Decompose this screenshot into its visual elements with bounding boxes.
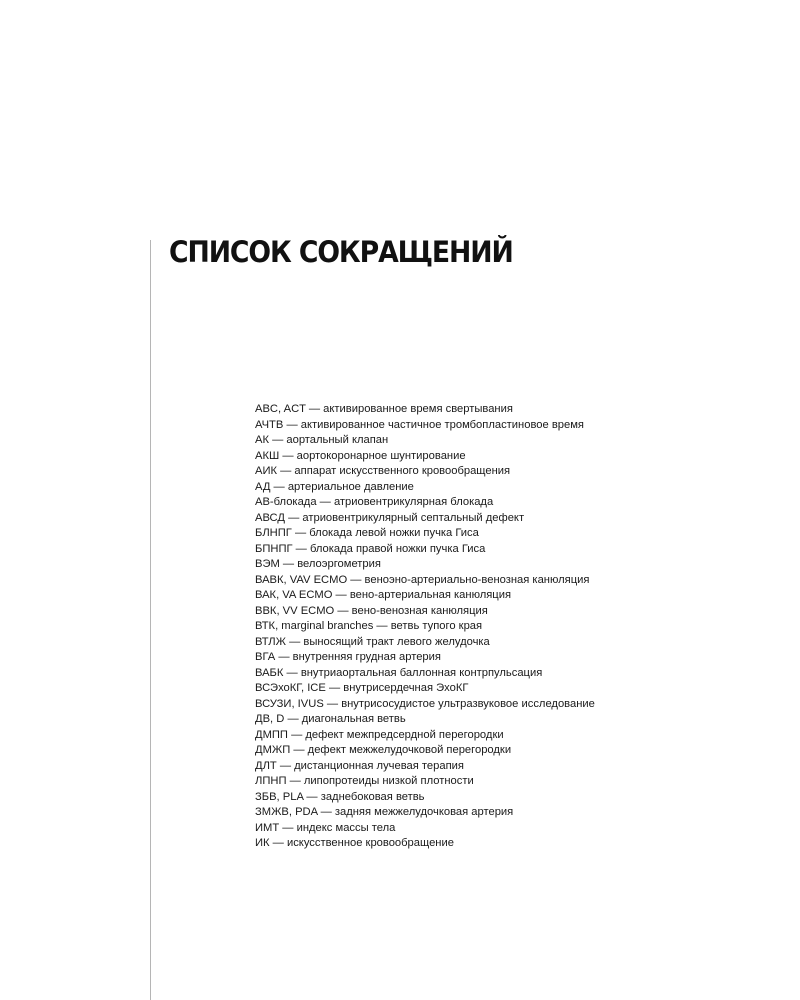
list-item: АД — артериальное давление xyxy=(255,480,414,493)
list-item: ДМПП — дефект межпредсердной перегородки xyxy=(255,728,504,741)
list-item: ВВК, VV ECMO — вено-венозная канюляция xyxy=(255,604,488,617)
list-item: ДЛТ — дистанционная лучевая терапия xyxy=(255,759,464,772)
list-item: АВ-блокада — атриовентрикулярная блокада xyxy=(255,496,494,508)
list-item: АИК — аппарат искусственного кровообращения xyxy=(255,465,511,477)
page-title: СПИСОК СОКРАЩЕНИЙ xyxy=(169,235,513,269)
list-item: ВАК, VA ECMO — вено-артериальная канюляция xyxy=(255,589,512,601)
list-item: ВАБК — внутриаортальная баллонная контрпульсация xyxy=(255,666,543,679)
list-item: ВАВК, VAV ECMO — веноэно-артериально-венозная канюляция xyxy=(255,573,590,586)
list-item: ДВ, D — диагональная ветвь xyxy=(255,713,406,725)
list-item: ВСУЗИ, IVUS — внутрисосудистое ультразвуковое исследование xyxy=(255,697,595,710)
list-item: ВЭМ — велоэргометрия xyxy=(255,558,381,570)
list-item: БЛНПГ — блокада левой ножки пучка Гиса xyxy=(255,527,479,539)
list-item: ABC, ACT — активированное время свертывания xyxy=(255,403,513,415)
list-item: ИК — искусственное кровообращение xyxy=(255,837,454,849)
list-item: АКШ — аортокоронарное шунтирование xyxy=(255,449,466,462)
abbreviation-list xyxy=(255,402,601,852)
list-item: ВСЭхоКГ, ICE — внутрисердечная ЭхоКГ xyxy=(255,682,469,694)
list-item: АВСД — атриовентрикулярный септальный дефект xyxy=(255,511,525,524)
list-item: ЛПНП — липопротеиды низкой плотности xyxy=(255,775,474,787)
list-item: АК — аортальный клапан xyxy=(255,434,389,446)
left-margin-rule xyxy=(150,240,151,1000)
list-item: ВГА — внутренняя грудная артерия xyxy=(255,651,441,663)
list-item: АЧТВ — активированное частичное тромбопластиновое время xyxy=(255,418,584,431)
list-item: ЗБВ, PLA — заднебоковая ветвь xyxy=(255,790,425,803)
list-item: ДМЖП — дефект межжелудочковой перегородки xyxy=(255,744,512,756)
list-item: ИМТ — индекс массы тела xyxy=(255,821,396,834)
list-item: ВТЛЖ — выносящий тракт левого желудочка xyxy=(255,635,490,648)
list-item: БПНПГ — блокада правой ножки пучка Гиса xyxy=(255,542,486,555)
list-item: ВТК, marginal branches — ветвь тупого края xyxy=(255,620,483,632)
list-item: ЗМЖВ, PDA — задняя межжелудочковая артерия xyxy=(255,806,514,818)
